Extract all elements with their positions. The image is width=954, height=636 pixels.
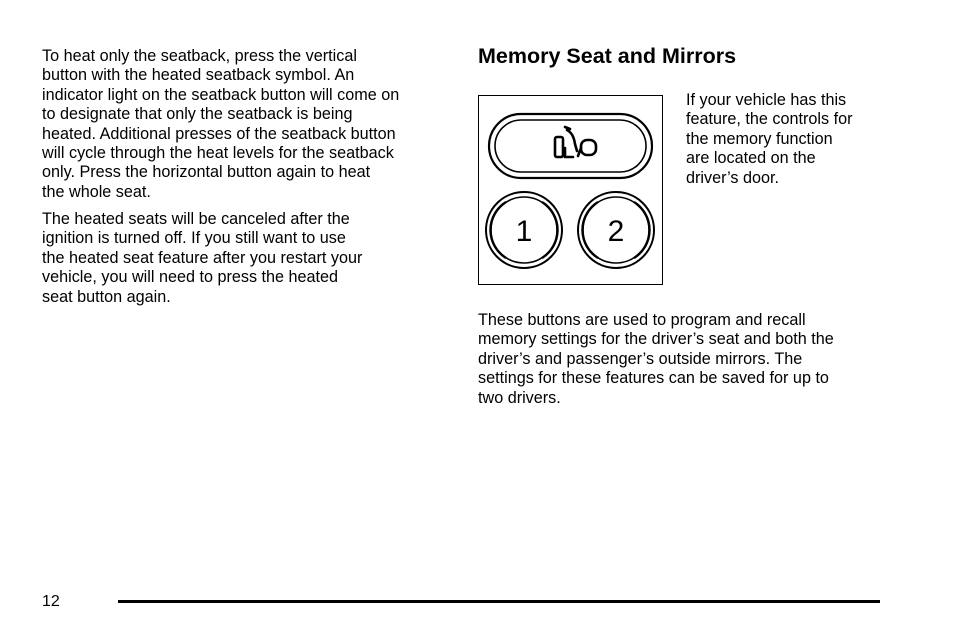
page-number: 12 bbox=[42, 593, 60, 610]
text-line: driver’s and passenger’s outside mirrors. The bbox=[478, 349, 803, 368]
text-line: settings for these features can be saved for up to bbox=[478, 369, 829, 388]
text-line: two drivers. bbox=[478, 388, 561, 407]
text-line: vehicle, you will need to press the heated bbox=[42, 268, 339, 287]
memory-button-1-label: 1 bbox=[515, 215, 533, 248]
text-line: button with the heated seatback symbol. An bbox=[42, 66, 355, 85]
text-line: only. Press the horizontal button again to heat bbox=[42, 163, 371, 182]
text-line: These buttons are used to program and recall bbox=[478, 311, 806, 329]
heated-seat-cancel-paragraph bbox=[42, 210, 362, 307]
text-line: the whole seat. bbox=[42, 182, 151, 201]
figure-caption-text bbox=[686, 91, 852, 188]
footer-rule bbox=[118, 600, 880, 603]
memory-button-1 bbox=[486, 192, 562, 268]
memory-button-2-label: 2 bbox=[607, 215, 625, 248]
memory-buttons-illustration bbox=[479, 96, 664, 286]
memory-buttons-figure bbox=[478, 95, 663, 285]
text-line: The heated seats will be canceled after the bbox=[42, 210, 350, 228]
section-heading: Memory Seat and Mirrors bbox=[478, 44, 737, 68]
text-line: will cycle through the heat levels for the seatback bbox=[42, 144, 394, 163]
memory-settings-paragraph bbox=[478, 311, 834, 408]
text-line: ignition is turned off. If you still want to use bbox=[42, 229, 346, 248]
memory-button-2 bbox=[578, 192, 654, 268]
text-line: indicator light on the seatback button will come on bbox=[42, 85, 400, 104]
text-line: are located on the bbox=[686, 149, 816, 168]
text-line: heated. Additional presses of the seatback button bbox=[42, 124, 396, 143]
text-line: feature, the controls for bbox=[686, 110, 853, 129]
text-line: the memory function bbox=[686, 129, 833, 148]
seatback-heat-paragraph bbox=[42, 47, 399, 202]
text-line: driver’s door. bbox=[686, 168, 779, 187]
text-line: seat button again. bbox=[42, 287, 171, 306]
text-line: To heat only the seatback, press the vertical bbox=[42, 47, 357, 65]
text-line: If your vehicle has this bbox=[686, 91, 847, 109]
seat-mirror-button bbox=[489, 114, 652, 178]
text-line: the heated seat feature after you restart your bbox=[42, 248, 363, 267]
text-line: memory settings for the driver’s seat and both the bbox=[478, 330, 834, 349]
text-line: to designate that only the seatback is being bbox=[42, 105, 353, 124]
